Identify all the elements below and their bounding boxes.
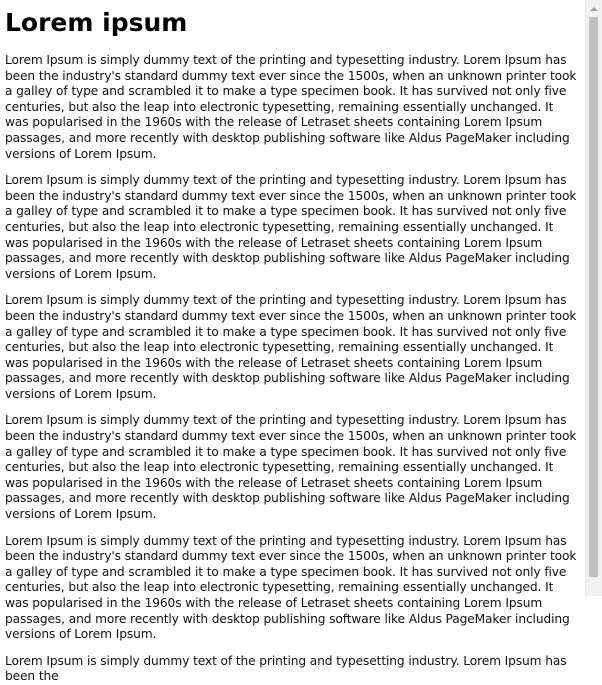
paragraph: Lorem Ipsum is simply dummy text of the printing and typesetting industry. Lorem Ipsum has been the (5, 653, 567, 684)
paragraph: Lorem Ipsum is simply dummy text of the printing and typesetting industry. Lorem Ipsum has been the industry's standard dummy text ever since the 1500s, when an unknown printer took a galley of type and scrambled it to make a type specimen book. It has survived not only five centuries, but also the leap into electronic typesetting, remaining essentially unchanged. It was popularised in the 1960s with the release of Letraset sheets containing Lorem Ipsum passages, and more recently with desktop publishing software like Aldus PageMaker including versions of Lorem Ipsum. (5, 413, 577, 522)
scrollbar-thumb[interactable] (589, 17, 598, 577)
page-title: Lorem ipsum (5, 8, 188, 37)
chevron-up-icon[interactable] (586, 0, 602, 17)
paragraph: Lorem Ipsum is simply dummy text of the printing and typesetting industry. Lorem Ipsum has been the industry's standard dummy text ever since the 1500s, when an unknown printer took a galley of type and scrambled it to make a type specimen book. It has survived not only five centuries, but also the leap into electronic typesetting, remaining essentially unchanged. It was popularised in the 1960s with the release of Letraset sheets containing Lorem Ipsum passages, and more recently with desktop publishing software like Aldus PageMaker including versions of Lorem Ipsum. (5, 53, 577, 161)
paragraph: Lorem Ipsum is simply dummy text of the printing and typesetting industry. Lorem Ipsum has been the industry's standard dummy text ever since the 1500s, when an unknown printer took a galley of type and scrambled it to make a type specimen book. It has survived not only five centuries, but also the leap into electronic typesetting, remaining essentially unchanged. It was popularised in the 1960s with the release of Letraset sheets containing Lorem Ipsum passages, and more recently with desktop publishing software like Aldus PageMaker including versions of Lorem Ipsum. (5, 533, 577, 642)
vertical-scrollbar[interactable] (585, 0, 602, 596)
paragraph: Lorem Ipsum is simply dummy text of the printing and typesetting industry. Lorem Ipsum has been the industry's standard dummy text ever since the 1500s, when an unknown printer took a galley of type and scrambled it to make a type specimen book. It has survived not only five centuries, but also the leap into electronic typesetting, remaining essentially unchanged. It was popularised in the 1960s with the release of Letraset sheets containing Lorem Ipsum passages, and more recently with desktop publishing software like Aldus PageMaker including versions of Lorem Ipsum. (5, 173, 577, 281)
paragraph: Lorem Ipsum is simply dummy text of the printing and typesetting industry. Lorem Ipsum has been the industry's standard dummy text ever since the 1500s, when an unknown printer took a galley of type and scrambled it to make a type specimen book. It has survived not only five centuries, but also the leap into electronic typesetting, remaining essentially unchanged. It was popularised in the 1960s with the release of Letraset sheets containing Lorem Ipsum passages, and more recently with desktop publishing software like Aldus PageMaker including versions of Lorem Ipsum. (5, 293, 577, 401)
